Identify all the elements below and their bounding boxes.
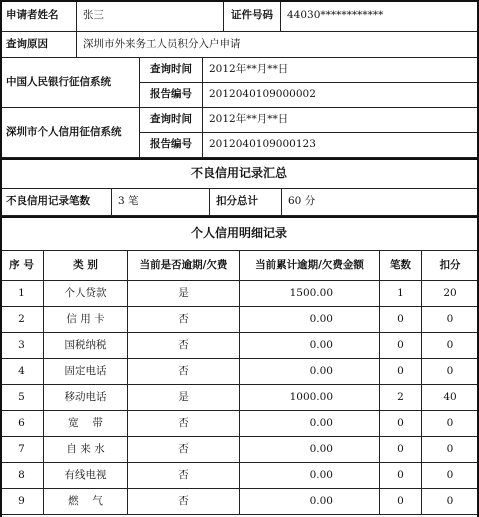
cell-deduction: 0 [422,489,479,515]
cell-seq: 6 [0,411,44,437]
cell-overdue: 否 [128,437,240,463]
cell-count: 0 [380,463,422,489]
shenzhen-report-no-value: 2012040109000123 [203,133,479,158]
summary-title: 不良信用记录汇总 [0,160,479,189]
pboc-query-time-label: 查询时间 [140,58,203,83]
shenzhen-query-time-label: 查询时间 [140,108,203,133]
cell-amount: 0.00 [240,463,380,489]
header-overdue: 当前是否逾期/欠费 [128,251,240,281]
cell-deduction: 0 [422,437,479,463]
detail-title: 个人信用明细记录 [0,218,479,251]
bad-record-count-value: 3 笔 [112,189,210,216]
cell-deduction: 0 [422,359,479,385]
cell-deduction: 0 [422,411,479,437]
cell-count: 2 [380,385,422,411]
cell-deduction: 0 [422,463,479,489]
cell-count: 0 [380,411,422,437]
cell-amount: 0.00 [240,307,380,333]
cell-deduction: 0 [422,307,479,333]
cell-category: 宽 带 [44,411,128,437]
cell-count: 1 [380,281,422,307]
cell-category: 信 用 卡 [44,307,128,333]
query-reason-value: 深圳市外来务工人员积分入户申请 [77,32,479,58]
cell-seq: 8 [0,463,44,489]
cell-category: 自 来 水 [44,437,128,463]
section-divider [0,216,479,218]
cell-overdue: 是 [128,385,240,411]
header-seq: 序 号 [0,251,44,281]
cell-count: 0 [380,489,422,515]
cell-count: 0 [380,359,422,385]
cell-seq: 9 [0,489,44,515]
total-deduction-label: 扣分总计 [210,189,282,216]
applicant-name-value: 张三 [77,0,224,32]
cell-overdue: 否 [128,359,240,385]
section-divider [0,158,479,160]
id-number-label: 证件号码 [224,0,281,32]
cell-amount: 1500.00 [240,281,380,307]
cell-category: 燃 气 [44,489,128,515]
shenzhen-query-time-value: 2012年**月**日 [203,108,479,133]
cell-seq: 2 [0,307,44,333]
cell-seq: 3 [0,333,44,359]
cell-count: 0 [380,307,422,333]
cell-category: 有线电视 [44,463,128,489]
header-deduction: 扣分 [422,251,479,281]
pboc-query-time-value: 2012年**月**日 [203,58,479,83]
cell-deduction: 0 [422,333,479,359]
header-amount: 当前累计逾期/欠费金额 [240,251,380,281]
applicant-name-label: 申请者姓名 [0,0,77,32]
cell-amount: 0.00 [240,359,380,385]
cell-category: 个人贷款 [44,281,128,307]
cell-amount: 1000.00 [240,385,380,411]
cell-seq: 7 [0,437,44,463]
shenzhen-system-label: 深圳市个人信用征信系统 [0,108,140,158]
cell-overdue: 是 [128,281,240,307]
total-deduction-value: 60 分 [282,189,479,216]
cell-overdue: 否 [128,333,240,359]
bad-record-count-label: 不良信用记录笔数 [0,189,112,216]
cell-count: 0 [380,333,422,359]
cell-count: 0 [380,437,422,463]
header-count: 笔数 [380,251,422,281]
cell-overdue: 否 [128,411,240,437]
cell-seq: 4 [0,359,44,385]
cell-amount: 0.00 [240,333,380,359]
cell-category: 移动电话 [44,385,128,411]
cell-amount: 0.00 [240,411,380,437]
cell-amount: 0.00 [240,489,380,515]
pboc-report-no-label: 报告编号 [140,83,203,108]
cell-overdue: 否 [128,489,240,515]
header-category: 类 别 [44,251,128,281]
pboc-report-no-value: 2012040109000002 [203,83,479,108]
cell-overdue: 否 [128,463,240,489]
cell-category: 固定电话 [44,359,128,385]
cell-seq: 5 [0,385,44,411]
pboc-system-label: 中国人民银行征信系统 [0,58,140,108]
cell-overdue: 否 [128,307,240,333]
cell-amount: 0.00 [240,437,380,463]
cell-category: 国税纳税 [44,333,128,359]
query-reason-label: 查询原因 [0,32,77,58]
id-number-value: 44030************ [281,0,479,32]
shenzhen-report-no-label: 报告编号 [140,133,203,158]
cell-seq: 1 [0,281,44,307]
cell-deduction: 20 [422,281,479,307]
cell-deduction: 40 [422,385,479,411]
